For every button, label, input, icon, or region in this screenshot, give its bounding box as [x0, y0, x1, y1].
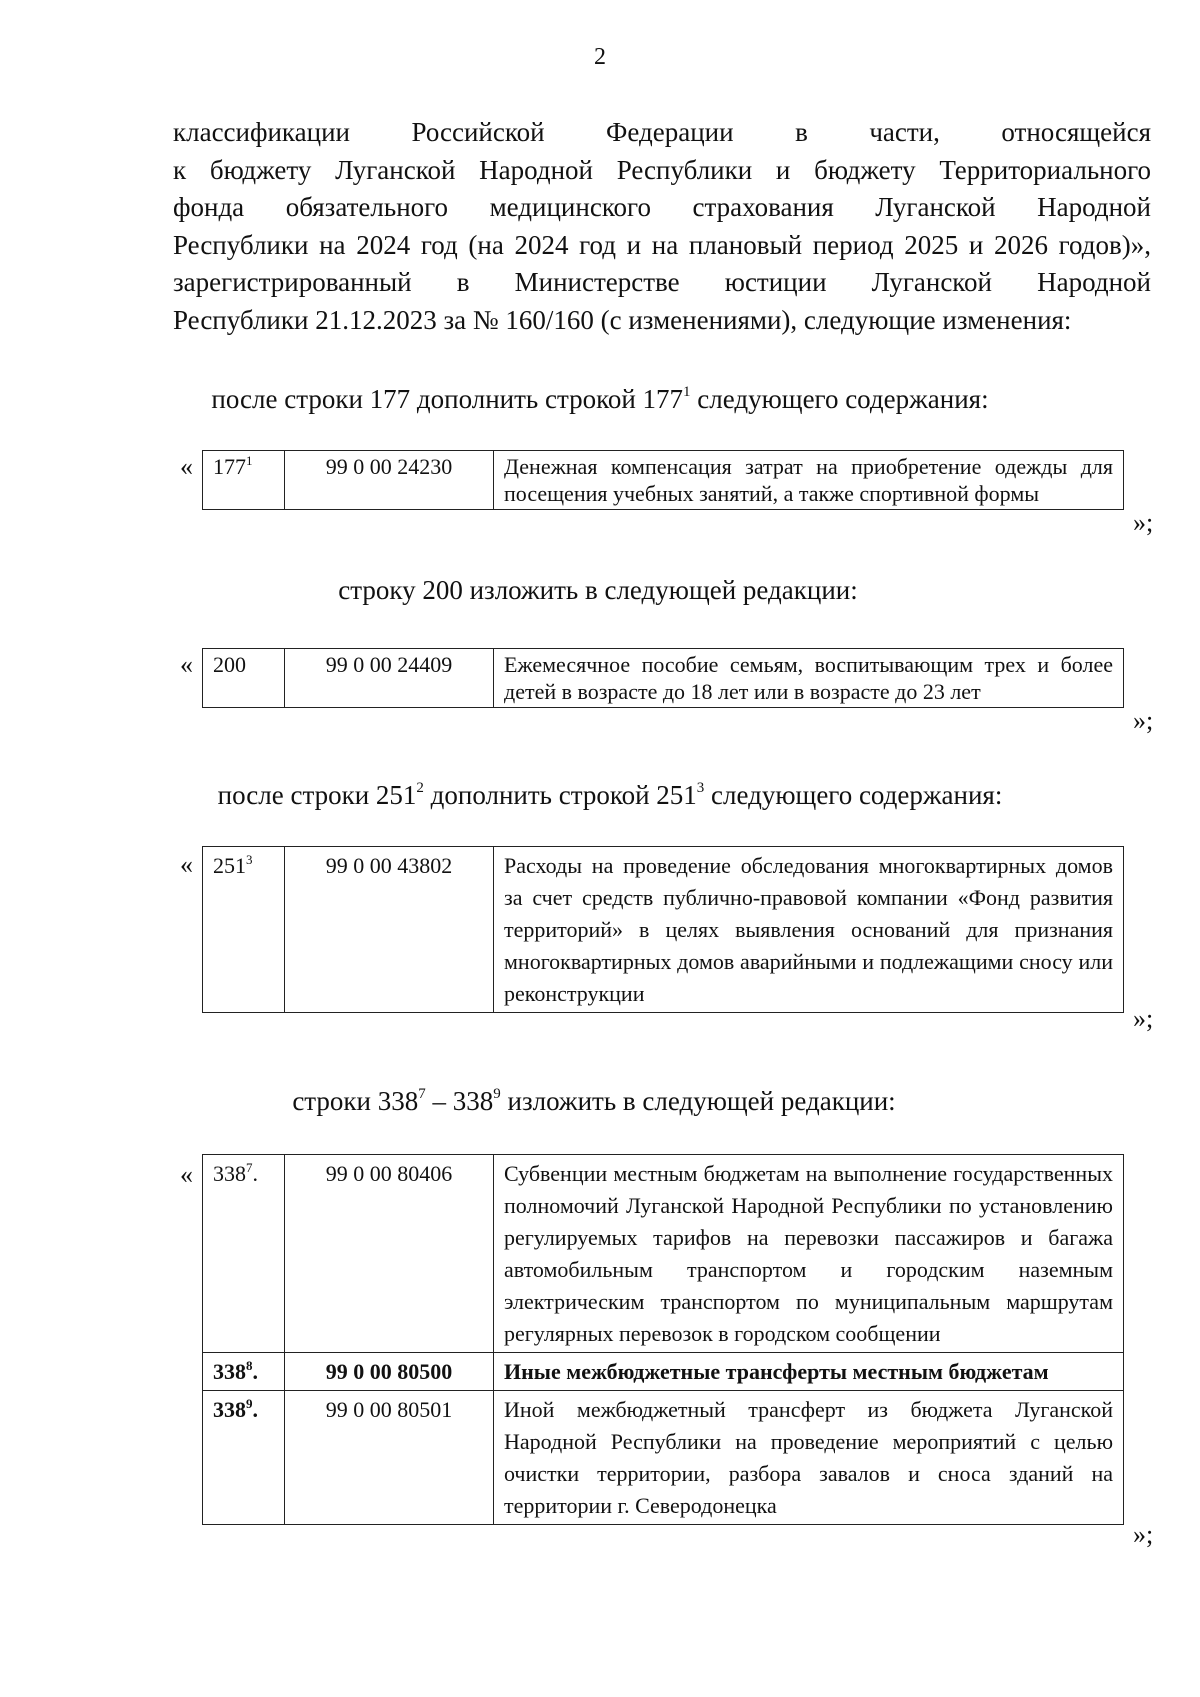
description-cell: Ежемесячное пособие семьям, воспитывающим трех и более детей в возрасте до 18 лет или в возрасте до 23 лет: [494, 649, 1124, 708]
opening-quote: «: [180, 452, 193, 481]
description-cell: Иной межбюджетный трансферт из бюджета Луганской Народной Республики на проведение мероприятий с целью очистки территории, разбора завалов и сноса зданий на территории г. Северодонецка: [494, 1391, 1124, 1525]
code-cell: 99 0 00 80500: [285, 1353, 494, 1391]
instruction-add-row-177-1: [0, 376, 1200, 415]
intro-line: классификации Российской Федерации в части, относящейся: [173, 117, 1151, 147]
intro-line: к бюджету Луганской Народной Республики и бюджету Территориального: [173, 154, 1151, 185]
instruction-text: после строки 177 дополнить строкой 177: [211, 384, 684, 414]
table-row: [203, 451, 1124, 510]
closing-quote: »;: [1133, 1520, 1154, 1549]
superscript: 1: [246, 453, 253, 468]
code-cell: 99 0 00 24230: [285, 451, 494, 510]
table-row: [203, 1353, 1124, 1391]
code-cell: 99 0 00 24409: [285, 649, 494, 708]
superscript: 8: [246, 1358, 253, 1373]
description-cell: Субвенции местным бюджетам на выполнение государственных полномочий Луганской Народной Республики по установлению регулируемых тарифов на перевозки пассажиров и багажа автомобильным транспортом и городским наземным электрическим транспортом по муниципальным маршрутам регулярных перевозок в городском сообщении: [494, 1155, 1124, 1353]
superscript: 9: [493, 1086, 501, 1102]
instruction-text: дополнить строкой 251: [423, 780, 697, 810]
intro-line: зарегистрированный в Министерстве юстиции Луганской Народной: [173, 267, 1151, 297]
instruction-text: следующего содержания:: [704, 780, 1003, 810]
amendment-table-251-3: [202, 846, 1124, 1013]
code-cell: 99 0 00 80406: [285, 1155, 494, 1353]
table-row: [203, 1155, 1124, 1353]
table-row: [203, 847, 1124, 1013]
page-number: 2: [594, 44, 606, 70]
intro-line: фонда обязательного медицинского страхования Луганской Народной: [173, 192, 1151, 222]
row-number-cell: $177^1$: [203, 451, 285, 510]
instruction-text: изложить в следующей редакции:: [500, 1086, 896, 1116]
description-cell: Денежная компенсация затрат на приобретение одежды для посещения учебных занятий, а также спортивной формы: [494, 451, 1124, 510]
row-number-cell: $251^3$: [203, 847, 285, 1013]
superscript: 3: [696, 780, 705, 796]
description-cell: Расходы на проведение обследования многоквартирных домов за счет средств публично-правовой компании «Фонд развития территорий» в целях выявления оснований для признания многоквартирных домов аварийными и подлежащими сносу или реконструкции: [494, 847, 1124, 1013]
row-number-cell: 200: [203, 649, 285, 708]
instruction-text: строки 338: [292, 1086, 419, 1116]
instruction-replace-row-200: строку 200 изложить в следующей редакции:: [338, 575, 858, 605]
intro-line: Республики на 2024 год (на 2024 год и на плановый период 2025 и 2026 годов)»,: [173, 229, 1151, 260]
row-number-cell: $338^7$.: [203, 1155, 285, 1353]
description-cell: Иные межбюджетные трансферты местным бюджетам: [494, 1353, 1124, 1391]
instruction-replace-rows-338: [0, 1078, 1194, 1117]
intro-paragraph: [173, 114, 1151, 339]
superscript: 2: [416, 780, 424, 796]
superscript: 7: [246, 1160, 253, 1175]
superscript: 9: [246, 1396, 253, 1411]
closing-quote: »;: [1133, 1004, 1154, 1033]
code-cell: 99 0 00 43802: [285, 847, 494, 1013]
opening-quote: «: [180, 1160, 193, 1189]
opening-quote: «: [180, 650, 193, 679]
row-number-cell: $338^9$.: [203, 1391, 285, 1525]
closing-quote: »;: [1133, 508, 1154, 537]
amendment-table-200: [202, 648, 1124, 708]
table-row: [203, 649, 1124, 708]
intro-line: Республики 21.12.2023 за № 160/160 (с изменениями), следующие изменения:: [173, 304, 1072, 335]
superscript: 7: [418, 1086, 426, 1102]
code-cell: 99 0 00 80501: [285, 1391, 494, 1525]
opening-quote: «: [180, 850, 193, 879]
instruction-text: – 338: [425, 1086, 494, 1116]
instruction-text: после строки 251: [217, 780, 417, 810]
superscript: 1: [683, 384, 691, 400]
instruction-text: следующего содержания:: [690, 384, 989, 414]
table-row: [203, 1391, 1124, 1525]
superscript: 3: [246, 852, 253, 867]
amendment-table-177-1: [202, 450, 1124, 510]
amendment-table-338: [202, 1154, 1124, 1525]
row-number-cell: $338^8$.: [203, 1353, 285, 1391]
closing-quote: »;: [1133, 706, 1154, 735]
instruction-add-row-251-3: [10, 772, 1200, 811]
